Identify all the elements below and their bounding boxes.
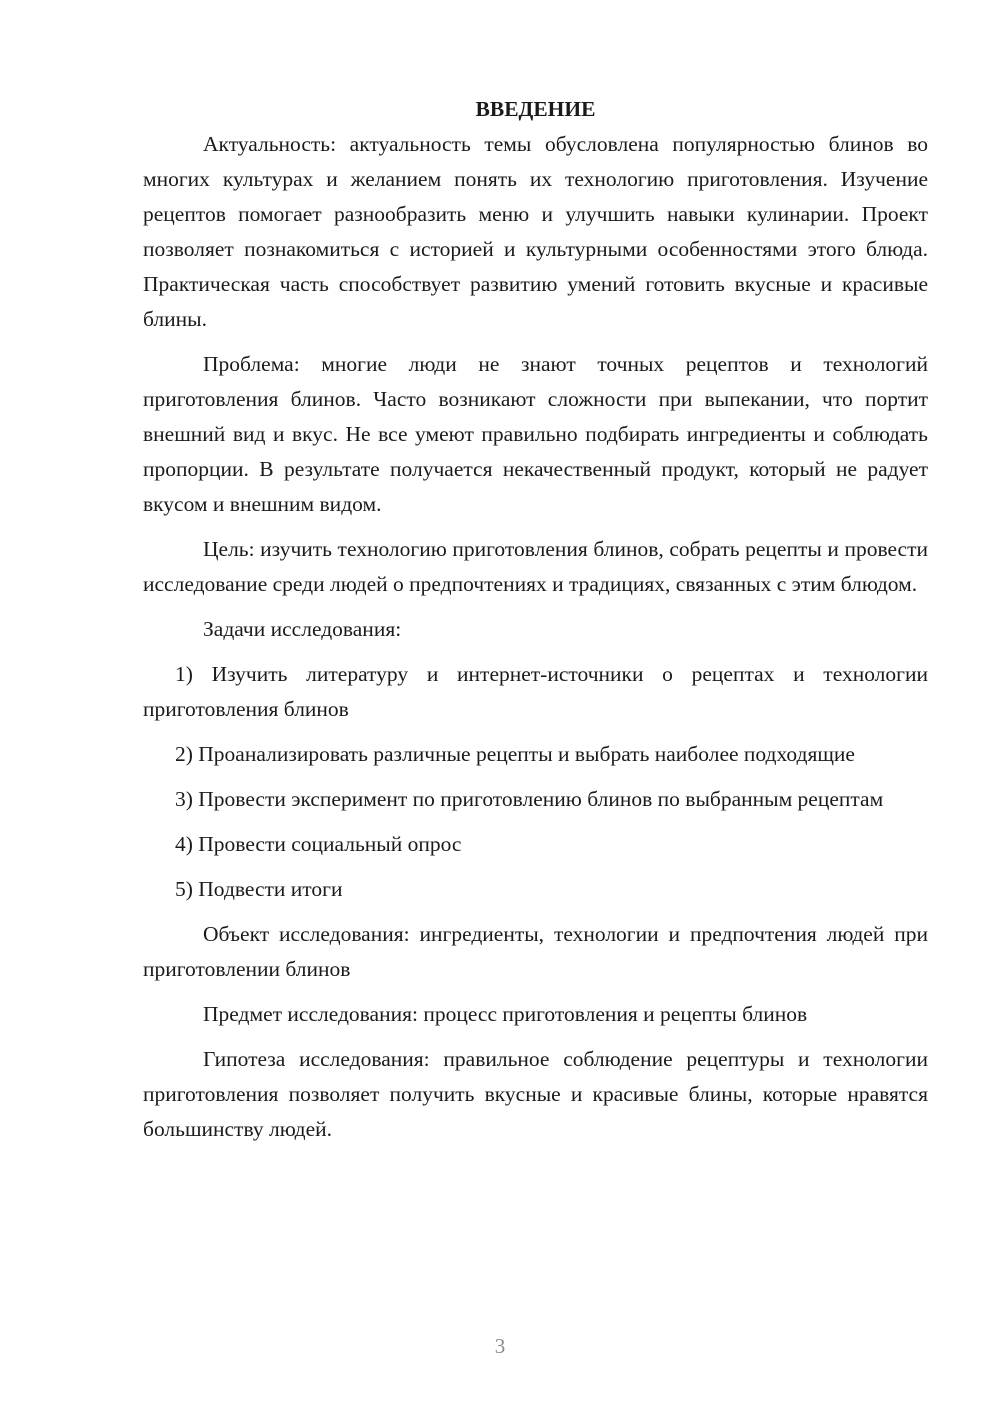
- document-page: [143, 92, 928, 1157]
- problem-paragraph: Проблема: многие люди не знают точных рецептов и технологий приготовления блинов. Часто возникают сложности при выпекании, что портит внешний вид и вкус. Не все умеют правильно подбирать ингредиенты и соблюдать пропорции. В результате получается некачественный продукт, который не радует вкусом и внешним видом.: [143, 352, 928, 516]
- section-title: ВВЕДЕНИЕ: [475, 97, 596, 121]
- task-item: 2) Проанализировать различные рецепты и выбрать наиболее подходящие: [175, 742, 855, 766]
- goal-paragraph: Цель: изучить технологию приготовления блинов, собрать рецепты и провести исследование среди людей о предпочтениях и традициях, связанных с этим блюдом.: [143, 537, 928, 596]
- task-item: 4) Провести социальный опрос: [175, 832, 462, 856]
- task-item: 3) Провести эксперимент по приготовлению блинов по выбранным рецептам: [175, 787, 884, 811]
- task-item: 1) Изучить литературу и интернет-источники о рецептах и технологии приготовления блинов: [143, 662, 928, 721]
- page-number: 3: [494, 1334, 506, 1358]
- relevance-paragraph: Актуальность: актуальность темы обусловлена популярностью блинов во многих культурах и желанием понять их технологию приготовления. Изучение рецептов помогает разнообразить меню и улучшить навыки кулинарии. Проект позволяет познакомиться с историей и культурными особенностями этого блюда. Практическая часть способствует развитию умений готовить вкусные и красивые блины.: [143, 132, 928, 331]
- tasks-heading: Задачи исследования:: [203, 617, 402, 641]
- subject-paragraph: Предмет исследования: процесс приготовления и рецепты блинов: [203, 1002, 808, 1026]
- task-item: 5) Подвести итоги: [175, 877, 343, 901]
- hypothesis-paragraph: Гипотеза исследования: правильное соблюдение рецептуры и технологии приготовления позволяет получить вкусные и красивые блины, которые нравятся большинству людей.: [143, 1047, 928, 1141]
- object-paragraph: Объект исследования: ингредиенты, технологии и предпочтения людей при приготовлении блинов: [143, 922, 928, 981]
